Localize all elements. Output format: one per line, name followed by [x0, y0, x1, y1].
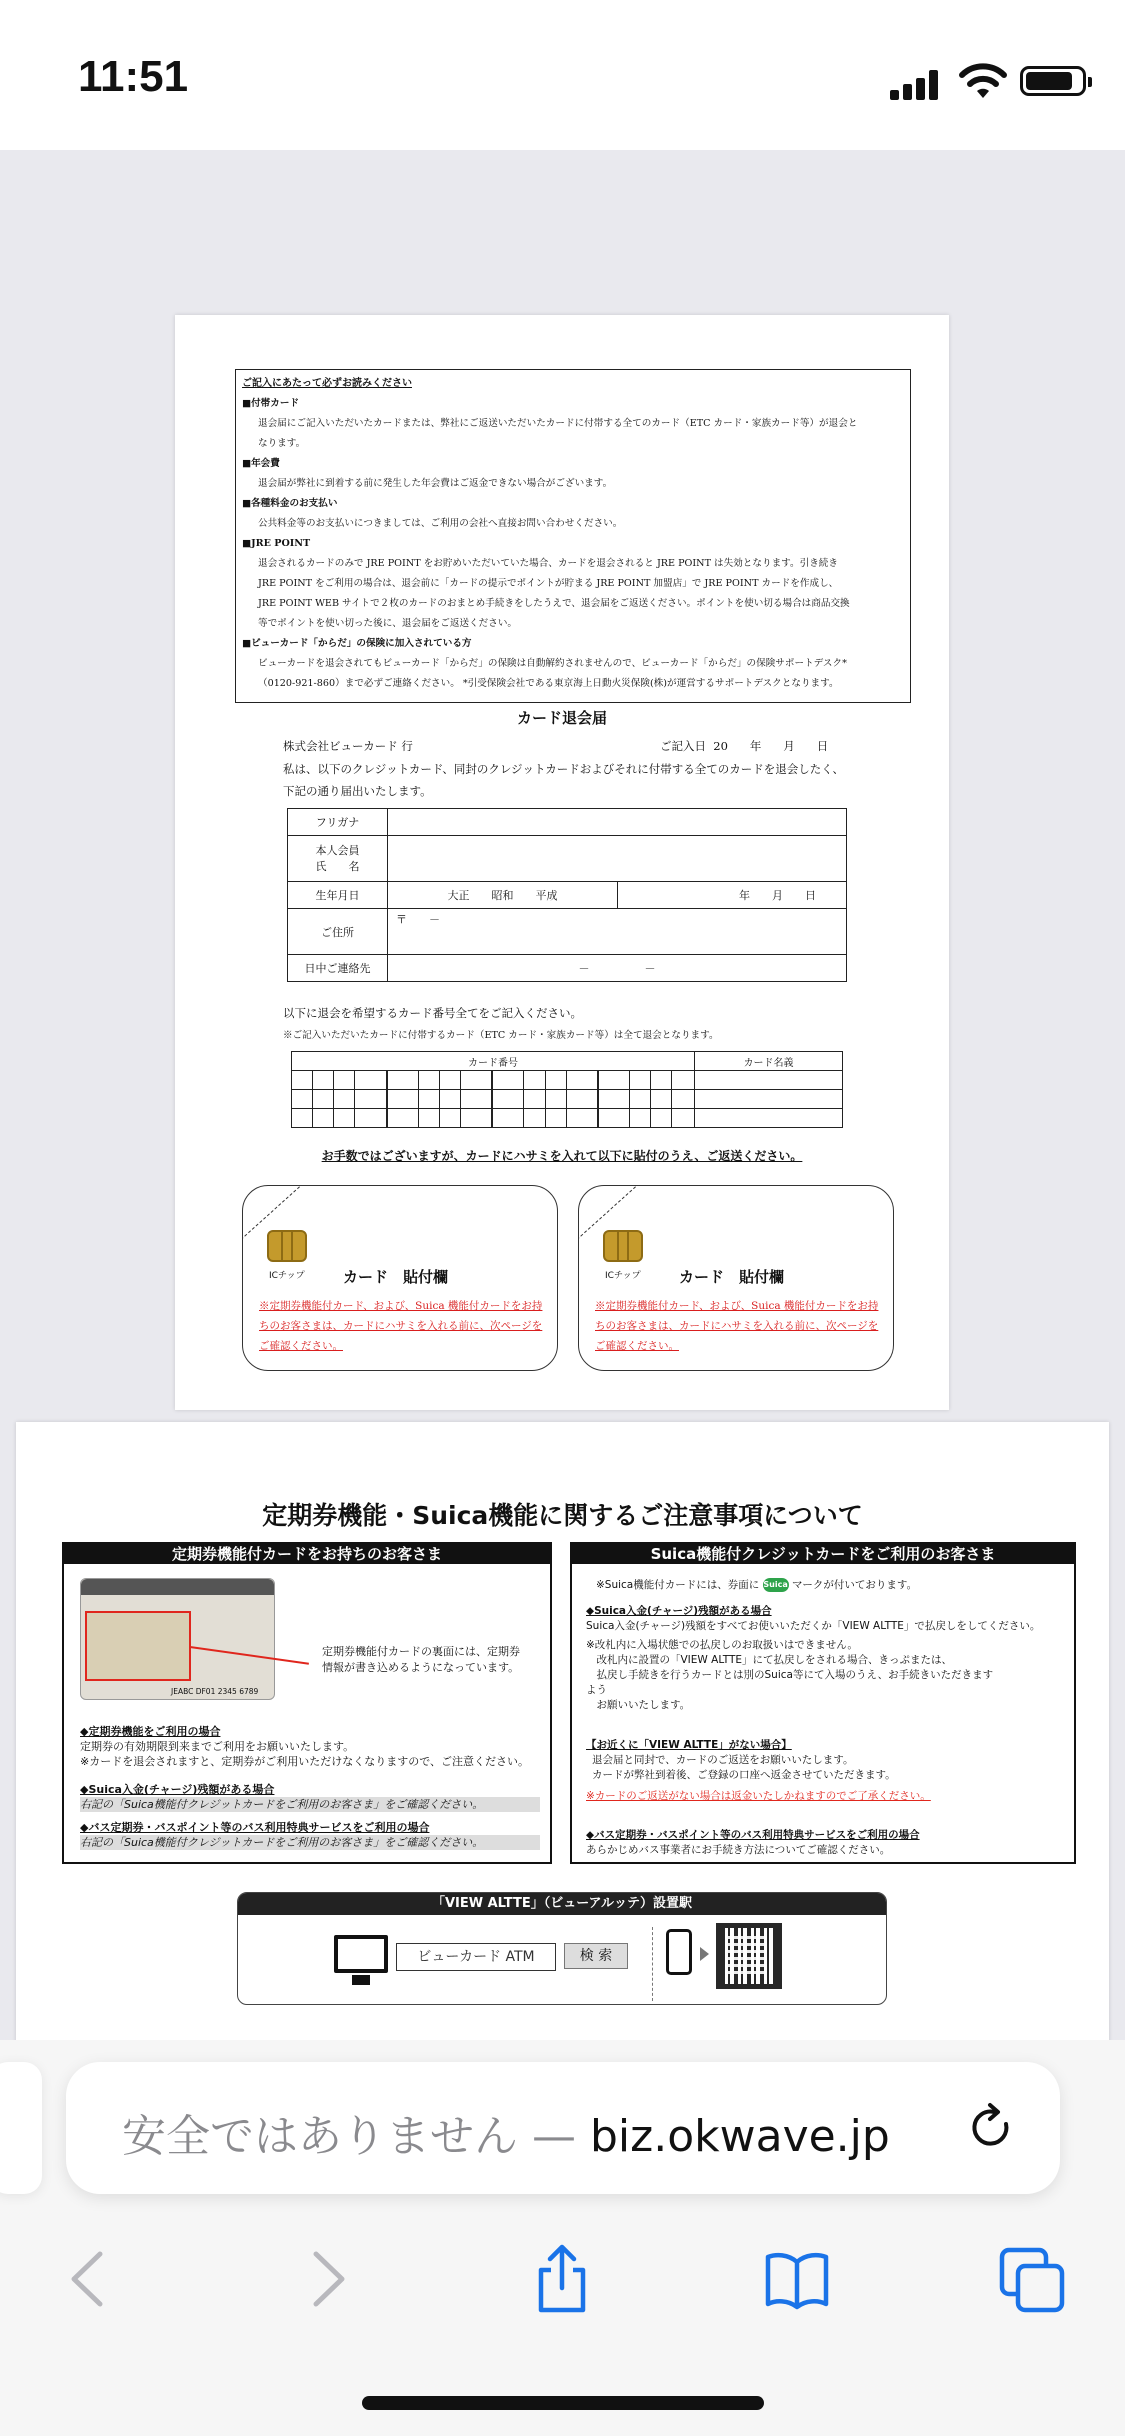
card-holder-header: カード名義	[695, 1052, 843, 1071]
notice-text: 公共料金等のお支払いにつきましては、ご利用の会社へ直接お問い合わせください。	[258, 518, 623, 529]
forward-icon[interactable]	[294, 2244, 364, 2314]
chip-label: ICチップ	[605, 1271, 641, 1281]
section-heading: ◆定期券機能をご利用の場合	[80, 1725, 221, 1738]
name-field	[388, 836, 847, 882]
paste-label: カード 貼付欄	[679, 1268, 785, 1286]
reload-icon[interactable]	[966, 2102, 1018, 2154]
smartphone-icon	[666, 1929, 692, 1975]
card-note: ※ご記入いただいたカードに付帯するカード（ETC カード・家族カード等）は全て退会となります。	[283, 1030, 719, 1041]
search-box-image: ビューカード ATM	[396, 1943, 556, 1971]
tabs-icon[interactable]	[998, 2244, 1068, 2314]
section-heading: ◆Suica入金(チャージ)残額がある場合	[586, 1605, 772, 1617]
commuter-section-2	[80, 1782, 540, 1812]
section-text: ※カードを退会されますと、定期券がご利用いただけなくなりますので、ご注意ください。	[80, 1755, 529, 1768]
commuter-section-1	[80, 1724, 540, 1769]
section-heading: ◆バス定期券・バスポイント等のバス利用特典サービスをご利用の場合	[80, 1821, 430, 1834]
card-paste-area-2	[578, 1185, 894, 1371]
suica-intro	[586, 1578, 1046, 1593]
section-text: あらかじめバス事業者にお手続き方法についてご確認ください。	[586, 1844, 891, 1856]
postal-field: 〒 －	[388, 909, 847, 955]
intro-text: マークが付いております。	[791, 1579, 918, 1591]
form-title: カード退会届	[516, 709, 607, 727]
notice-title: ご記入にあたって必ずお読みください	[242, 378, 412, 389]
section-text: お願いいたします。	[586, 1699, 691, 1711]
paste-instruction: お手数ではございますが、カードにハサミを入れて以下に貼付のうえ、ご返送ください。	[321, 1149, 803, 1163]
section-text: 払戻し手続きを行うカードとは別のSuica等にて入場のうえ、お手続きいただきます	[586, 1669, 994, 1681]
arrow-icon	[700, 1947, 709, 1961]
section-text: カードが弊社到着後、ご登録の口座へ返金させていただきます。	[592, 1769, 896, 1781]
view-altte-box	[237, 1892, 887, 2005]
view-altte-header: 「VIEW ALTTE」（ビューアルッテ）設置駅	[238, 1893, 886, 1915]
back-icon[interactable]	[52, 2244, 122, 2314]
phone-field: － －	[388, 955, 847, 982]
suica-section-1	[586, 1604, 1046, 1713]
qr-code-icon	[716, 1923, 782, 1989]
status-time: 11:51	[78, 52, 189, 101]
bookmarks-icon[interactable]	[762, 2244, 832, 2314]
computer-monitor-icon	[334, 1935, 388, 1973]
card-description: 定期券機能付カードの裏面には、定期券情報が書き込めるようになっています。	[322, 1645, 520, 1674]
section-heading: ◆Suica入金(チャージ)残額がある場合	[80, 1783, 275, 1796]
furigana-label: フリガナ	[288, 809, 388, 836]
commuter-box-header: 定期券機能付カードをお持ちのお客さま	[64, 1544, 550, 1564]
notice-text: 等でポイントを使い切った後に、退会届をご返送ください。	[258, 618, 518, 629]
battery-icon	[1020, 66, 1086, 96]
intro-text: ※Suica機能付カードには、券面に	[596, 1579, 760, 1591]
section-text: 定期券の有効期限到来までご利用をお願いいたします。	[80, 1740, 355, 1753]
suica-mark-icon: Suica	[763, 1578, 789, 1592]
furigana-field	[388, 809, 847, 836]
section-text: 右記の「Suica機能付クレジットカードをご利用のお客さま」をご確認ください。	[80, 1835, 540, 1850]
declaration: 私は、以下のクレジットカード、同封のクレジットカードおよびそれに付帯する全てのカードを退会したく、下記の通り届出いたします。	[283, 762, 844, 798]
wifi-icon	[958, 62, 1008, 102]
address-label: ご住所	[288, 909, 388, 955]
suica-section-2	[586, 1738, 1046, 1804]
notes-title: 定期券機能・Suica機能に関するご注意事項について	[262, 1501, 863, 1530]
notes-page	[16, 1422, 1109, 2040]
section-heading: ◆バス定期券・バスポイント等のバス利用特典サービスをご利用の場合	[586, 1829, 920, 1841]
commuter-section-3	[80, 1820, 540, 1850]
notice-text: 退会されるカードのみで JRE POINT をお貯めいただいていた場合、カードを退会されると JRE POINT は失効となります。引き続き	[258, 558, 838, 569]
ymd-field: 年 月 日	[618, 882, 847, 909]
paste-label: カード 貼付欄	[343, 1268, 449, 1286]
refund-warning: ※カードのご返送がない場合は返金いたしかねますのでご了承ください。	[586, 1790, 931, 1802]
notice-text: （0120-921-860）まで必ずご連絡ください。 *引受保険会社である東京海上日動火災保険(株)が運営するサポートデスクとなります。	[258, 678, 839, 689]
card-number-header: カード番号	[292, 1052, 695, 1071]
notice-heading: ■年会費	[242, 458, 280, 469]
chip-label: ICチップ	[269, 1271, 305, 1281]
card-instruction: 以下に退会を希望するカード番号全てをご記入ください。	[283, 1006, 582, 1020]
form-page	[175, 315, 949, 1410]
notice-text: 退会届にご記入いただいたカードまたは、弊社にご返送いただいたカードに付帯する全てのカード（ETC カード・家族カード等）が退会と	[258, 418, 858, 429]
card-number-table	[291, 1051, 843, 1128]
document-viewer[interactable]	[0, 150, 1125, 2040]
notice-heading: ■JRE POINT	[242, 538, 311, 549]
card-number-sample: JEABC DF01 2345 6789	[171, 1687, 259, 1696]
search-button-image: 検 索	[564, 1943, 628, 1969]
previous-tab-card[interactable]	[0, 2062, 42, 2194]
paste-warning: ※定期券機能付カード、および、Suica 機能付カードをお持ちのお客さまは、カードにハサミを入れる前に、次ページをご確認ください。	[259, 1300, 543, 1352]
browser-toolbar	[0, 2040, 1125, 2436]
suica-section-3	[586, 1828, 1046, 1858]
notice-heading: ■各種料金のお支払い	[242, 498, 338, 509]
card-back-image	[80, 1578, 275, 1700]
section-text: 退会届と同封で、カードのご返送をお願いいたします。	[592, 1754, 854, 1766]
security-warning: 安全ではありません —	[122, 2111, 590, 2162]
era-options: 大正 昭和 平成	[388, 882, 618, 909]
share-icon[interactable]	[527, 2244, 597, 2314]
notice-text: 退会届が弊社に到着する前に発生した年会費はご返金できない場合がございます。	[258, 478, 613, 489]
section-text: 右記の「Suica機能付クレジットカードをご利用のお客さま」をご確認ください。	[80, 1797, 540, 1812]
name-label: 本人会員 氏 名	[288, 836, 388, 882]
notice-text: JRE POINT WEB サイトで２枚のカードのおまとめ手続きをしたうえで、退会届をご返送ください。ポイントを使い切る場合は商品交換	[258, 598, 850, 609]
section-text: Suica入金(チャージ)残額をすべてお使いいただくか「VIEW ALTTE」で払戻しをしてください。	[586, 1620, 1041, 1632]
notice-box	[235, 369, 911, 703]
suica-box-header: Suica機能付クレジットカードをご利用のお客さま	[572, 1544, 1074, 1564]
cellular-signal-icon	[890, 70, 938, 100]
paste-warning: ※定期券機能付カード、および、Suica 機能付カードをお持ちのお客さまは、カードにハサミを入れる前に、次ページをご確認ください。	[595, 1300, 879, 1352]
card-paste-area-1	[242, 1185, 558, 1371]
section-text: よう	[586, 1684, 607, 1696]
birth-label: 生年月日	[288, 882, 388, 909]
notice-heading: ■ビューカード「からだ」の保険に加入されている方	[242, 638, 472, 649]
section-text: ※改札内に入場状態での払戻しのお取扱いはできません。	[586, 1639, 858, 1651]
address-bar[interactable]	[66, 2062, 1060, 2194]
suica-box	[570, 1542, 1076, 1864]
status-bar	[0, 0, 1125, 150]
phone-label: 日中ご連絡先	[288, 955, 388, 982]
notice-text: JRE POINT をご利用の場合は、退会前に「カードの提示でポイントが貯まる JRE POINT 加盟店」で JRE POINT カードを作成し、	[258, 578, 839, 589]
date-line: ご記入日 20 年 月 日	[660, 739, 829, 753]
addressee: 株式会社ビューカード 行	[283, 739, 413, 753]
member-info-table	[287, 808, 847, 982]
notice-text: ビューカードを退会されてもビューカード「からだ」の保険は自動解約されませんので、ビューカード「からだ」の保険サポートデスク*	[258, 658, 847, 669]
ic-chip-icon	[267, 1230, 307, 1262]
url-text[interactable]	[122, 2100, 890, 2164]
notice-heading: ■付帯カード	[242, 398, 300, 409]
notice-text: なります。	[258, 438, 306, 449]
url-domain: biz.okwave.jp	[589, 2111, 890, 2162]
section-heading: 【お近くに「VIEW ALTTE」がない場合】	[586, 1739, 792, 1751]
commuter-pass-box	[62, 1542, 552, 1864]
section-text: 改札内に設置の「VIEW ALTTE」にて払戻しをされる場合、きっぷまたは、	[586, 1654, 952, 1666]
ic-chip-icon	[603, 1230, 643, 1262]
home-indicator	[362, 2396, 764, 2410]
